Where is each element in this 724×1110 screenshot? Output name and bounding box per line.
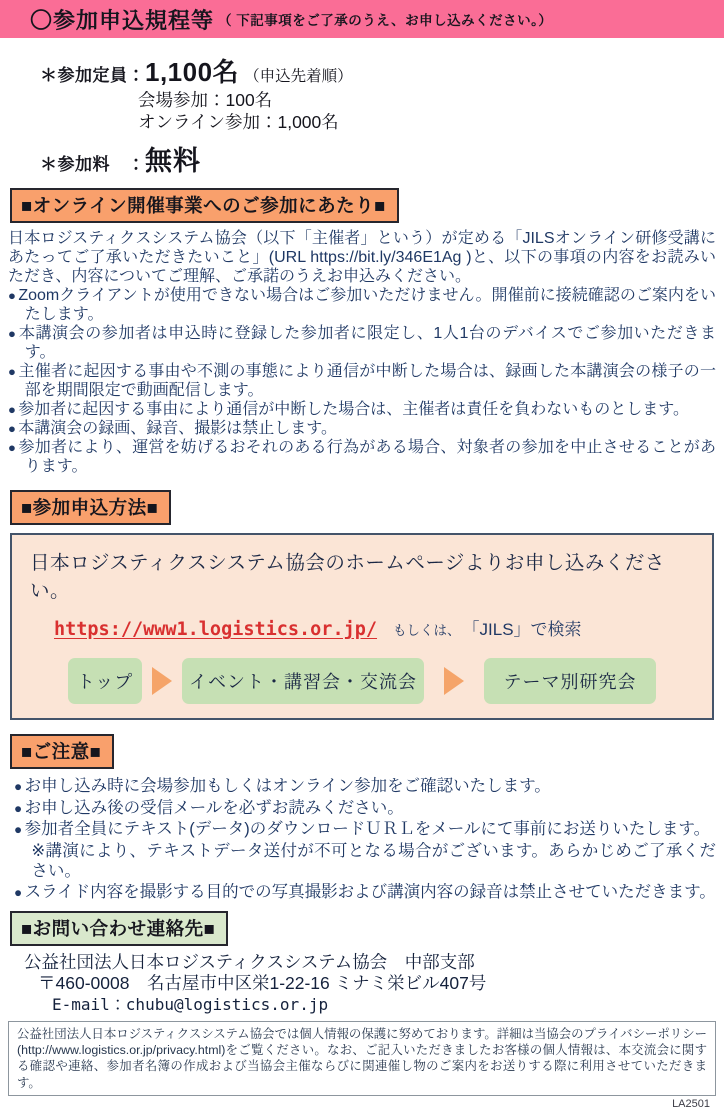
apply-method-box bbox=[10, 533, 714, 720]
notes-section-body bbox=[14, 776, 716, 903]
contact-address: 〒460-0008 名古屋市中区栄1-22-16 ミナミ栄ビル407号 bbox=[38, 973, 487, 993]
capacity-section bbox=[40, 52, 724, 178]
online-section-body bbox=[8, 229, 716, 476]
flow-step-top: トップ bbox=[68, 658, 142, 704]
online-capacity: オンライン参加：1,000名 bbox=[138, 112, 339, 132]
or-text: もしくは、 bbox=[393, 623, 461, 638]
navigation-flow bbox=[68, 658, 698, 704]
online-bullet: ● 主催者に起因する事由や不測の事態により通信が中断した場合は、録画した本講演会の様子の一部を期間限定で動画配信します。 bbox=[8, 362, 716, 400]
flow-arrow-icon bbox=[444, 667, 464, 695]
privacy-policy-note: 公益社団法人日本ロジスティクスシステム協会では個人情報の保護に努めております。詳細は当協会のプライバシーポリシー(http://www.logistics.or.jp/privacy.html)をご覧ください。なお、ご記入いただきましたお客様の個人情報は、本交流会に関する確認や連絡、参加者名簿の作成および当協会主催ならびに関連催し物のご案内をお送りする際に利用させていただきます。 bbox=[8, 1021, 716, 1096]
search-keyword-text: 「JILS」で検索 bbox=[462, 620, 582, 639]
contact-section-header: ■お問い合わせ連絡先■ bbox=[10, 911, 228, 946]
fee-label: ＊参加料 ： bbox=[40, 155, 145, 174]
apply-instruction: 日本ロジスティクスシステム協会のホームページよりお申し込みください。 bbox=[30, 552, 665, 602]
document-code: LA2501 bbox=[672, 1097, 710, 1110]
notes-section-header: ■ご注意■ bbox=[10, 734, 114, 769]
notes-bullet: ● 参加者全員にテキスト(データ)のダウンロードＵＲＬをメールにて事前にお送りいたします。 bbox=[14, 819, 716, 841]
capacity-value: 1,100名 bbox=[145, 57, 240, 87]
notes-bullet: ● お申し込み時に会場参加もしくはオンライン参加をご確認いたします。 bbox=[14, 776, 716, 798]
apply-section-header: ■参加申込方法■ bbox=[10, 490, 171, 525]
notes-bullet: ● スライド内容を撮影する目的での写真撮影および講演内容の録音は禁止させていただきます。 bbox=[14, 882, 716, 904]
contact-organization: 公益社団法人日本ロジスティクスシステム協会 中部支部 bbox=[24, 952, 475, 972]
online-bullet: ● 参加者により、運営を妨げるおそれのある行為がある場合、対象者の参加を中止させることがあります。 bbox=[8, 438, 716, 476]
contact-section-body bbox=[24, 952, 724, 1015]
notes-bullet: ● お申し込み後の受信メールを必ずお読みください。 bbox=[14, 798, 716, 820]
online-bullet: ● 本講演会の録画、録音、撮影は禁止します。 bbox=[8, 419, 716, 438]
notes-bullet-list bbox=[14, 882, 716, 904]
flow-step-events: イベント・講習会・交流会 bbox=[182, 658, 424, 704]
capacity-row bbox=[40, 52, 724, 89]
online-bullet: ● 参加者に起因する事由により通信が中断した場合は、主催者は責任を負わないものとします。 bbox=[8, 400, 716, 419]
online-section-header: ■オンライン開催事業へのご参加にあたり■ bbox=[10, 188, 399, 223]
flow-step-theme: テーマ別研究会 bbox=[484, 658, 656, 704]
online-intro: 日本ロジスティクスシステム協会（以下「主催者」という）が定める「JILSオンライン研修受講にあたってご了承いただきたいこと」(URL https://bit.ly/346E1Ag )と、以下の事項の内容をお読みいただき、内容についてご理解、ご承諾のうえお申込みください。 bbox=[8, 230, 716, 285]
online-bullet-list bbox=[8, 286, 716, 476]
capacity-note: （申込先着順） bbox=[244, 68, 353, 85]
venue-capacity: 会場参加：100名 bbox=[138, 90, 273, 110]
page-title-banner bbox=[0, 0, 724, 38]
capacity-label: ＊参加定員： bbox=[40, 66, 145, 85]
page-title: 〇参加申込規程等 bbox=[30, 7, 215, 33]
apply-url-row bbox=[54, 615, 698, 640]
homepage-link[interactable]: https://www1.logistics.or.jp/ bbox=[54, 619, 378, 640]
fee-row bbox=[40, 139, 724, 178]
notes-bullet-list bbox=[14, 776, 716, 841]
fee-value: 無料 bbox=[145, 146, 201, 176]
online-bullet: ● 本講演会の参加者は申込時に登録した参加者に限定し、1人1台のデバイスでご参加いただきます。 bbox=[8, 324, 716, 362]
online-bullet: ● Zoomクライアントが使用できない場合はご参加いただけません。開催前に接続確認のご案内をいたします。 bbox=[8, 286, 716, 324]
notes-sub-note: ※講演により、テキストデータ送付が不可となる場合がございます。あらかじめご了承ください。 bbox=[31, 841, 716, 880]
contact-email: E-mail：chubu@logistics.or.jp bbox=[52, 995, 329, 1014]
page-title-note: （ 下記事項をご了承のうえ、お申し込みください。） bbox=[218, 13, 553, 28]
flow-arrow-icon bbox=[152, 667, 172, 695]
